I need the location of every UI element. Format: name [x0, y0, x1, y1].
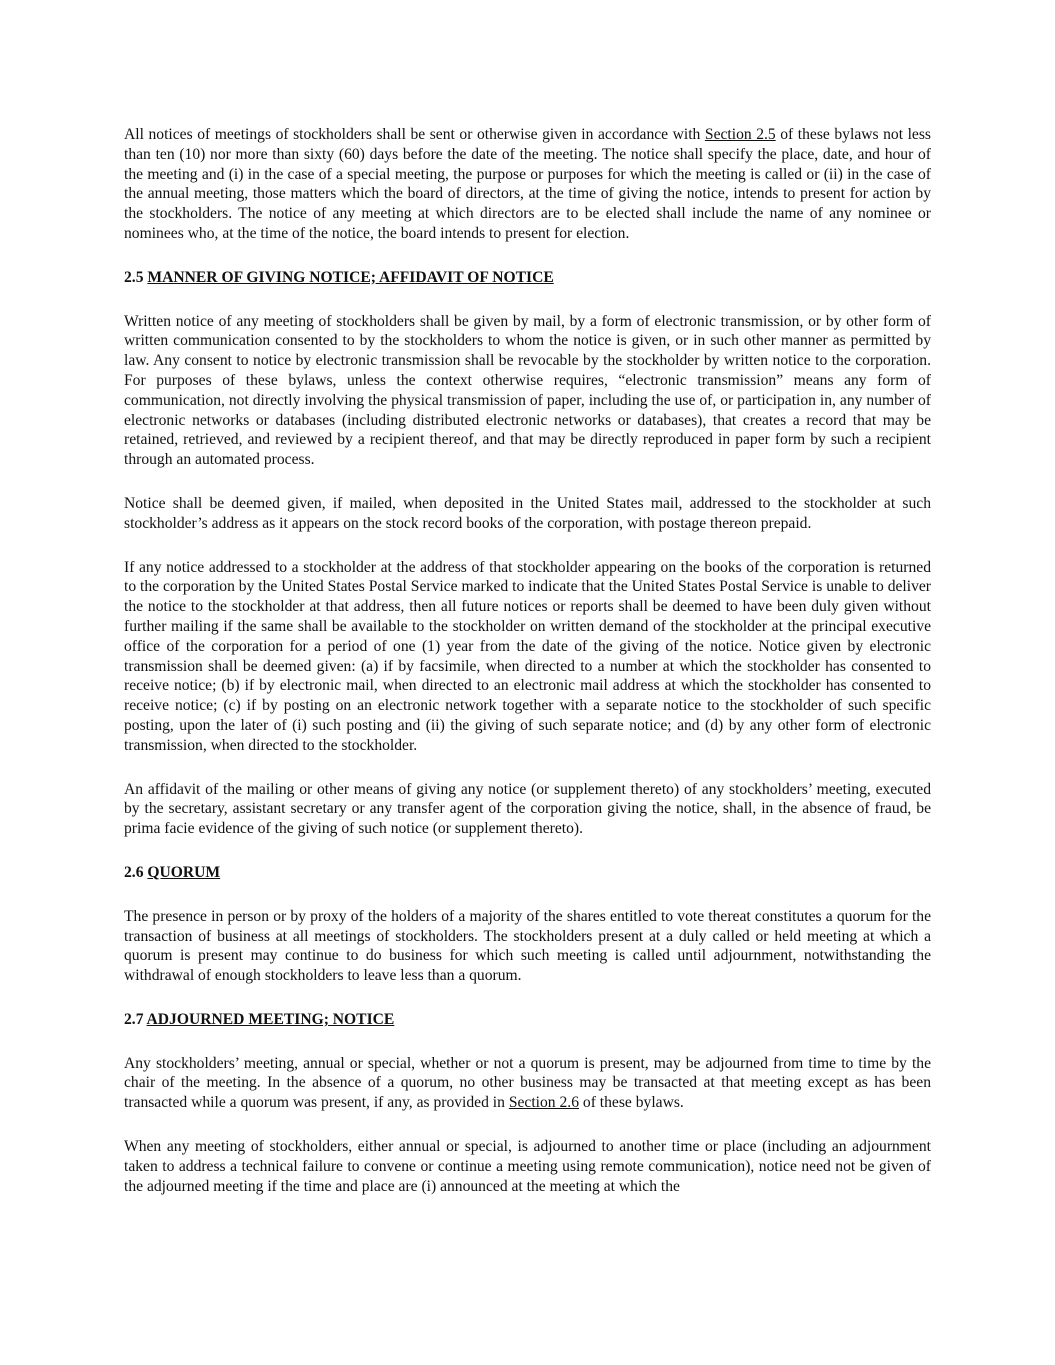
section-title: MANNER OF GIVING NOTICE; AFFIDAVIT OF NOTICE [147, 268, 554, 286]
written-notice-paragraph: Written notice of any meeting of stockholders shall be given by mail, by a form of electronic transmission, or by other form of written communication consented to by the stockholders to whom the notice is given, or in such other manner as permitted by law. Any consent to notice by electronic transmission shall be revocable by the stockholder by written notice to the corporation. For purposes of these bylaws, unless the context otherwise requires, “electronic transmission” means any form of communication, not directly involving the physical transmission of paper, including the use of, or participation in, any number of electronic networks or databases (including distributed electronic networks or databases), that creates a record that may be retained, retrieved, and reviewed by a recipient thereof, and that may be directly reproduced in paper form by such a recipient through an automated process. [124, 312, 931, 469]
section-2-7-heading [124, 1010, 931, 1030]
section-number: 2.7 [124, 1010, 147, 1028]
adjourned-notice-paragraph: When any meeting of stockholders, either annual or special, is adjourned to another time or place (including an adjournment taken to address a technical failure to convene or continue a meeting using remote communication), notice need not be given of the adjourned meeting if the time and place are (i) announced at the meeting at which the [124, 1138, 931, 1195]
section-title: QUORUM [147, 863, 221, 881]
mailed-notice-paragraph: Notice shall be deemed given, if mailed, when deposited in the United States mail, addressed to the stockholder at such stockholder’s address as it appears on the stock record books of the corporation, with postage thereon prepaid. [124, 494, 931, 532]
quorum-paragraph: The presence in person or by proxy of the holders of a majority of the shares entitled to vote thereat constitutes a quorum for the transaction of business at all meetings of stockholders. The stockholders present at a duly called or held meeting at which a quorum is present may continue to do business for which such meeting is called until adjournment, notwithstanding the withdrawal of enough stockholders to leave less than a quorum. [124, 907, 931, 985]
notice-timing-paragraph [124, 125, 931, 244]
section-number: 2.6 [124, 863, 148, 881]
document-page [124, 125, 931, 1196]
section-2-5-heading [124, 268, 931, 288]
paragraph-text: of these bylaws. [579, 1094, 684, 1112]
section-2-6-heading [124, 863, 931, 883]
section-2-5-reference: Section 2.5 [704, 126, 776, 143]
paragraph-text: All notices of meetings of stockholders shall be sent or otherwise given in accordance with [124, 126, 705, 143]
returned-notice-paragraph: If any notice addressed to a stockholder at the address of that stockholder appearing on the books of the corporation is returned to the corporation by the United States Postal Service marked to indicate that the United States Postal Service is unable to deliver the notice to the stockholder at that address, then all future notices or reports shall be deemed to have been duly given without further mailing if the same shall be available to the stockholder on written demand of the stockholder at the principal executive office of the corporation for a period of one (1) year from the date of the giving of the notice. Notice given by electronic transmission shall be deemed given: (a) if by facsimile, when directed to a number at which the stockholder has consented to receive notice; (b) if by electronic mail, when directed to an electronic mail address at which the stockholder has consented to receive notice; (c) if by posting on an electronic network together with a separate notice to the stockholder of such specific posting, upon the later of (i) such posting and (ii) the giving of such separate notice; and (d) by any other form of electronic transmission, when directed to the stockholder. [124, 558, 931, 754]
paragraph-text: of these bylaws not less than ten (10) nor more than sixty (60) days before the date of the meeting. The notice shall specify the place, date, and hour of the meeting and (i) in the case of a special meeting, the purpose or purposes for which the meeting is called or (ii) in the case of the annual meeting, those matters which the board of directors, at the time of giving the notice, intends to present for action by the stockholders. The notice of any meeting at which directors are to be elected shall include the name of any nominee or nominees who, at the time of the notice, the board intends to present for election. [124, 126, 931, 242]
paragraph-text: Any stockholders’ meeting, annual or special, whether or not a quorum is present, may be adjourned from time to time by the chair of the meeting. In the absence of a quorum, no other business may be transacted at that meeting except as has been transacted while a quorum was present, if any, as provided in [124, 1054, 931, 1112]
section-2-6-reference: Section 2.6 [508, 1094, 579, 1112]
section-title: ADJOURNED MEETING; NOTICE [146, 1010, 395, 1028]
section-number: 2.5 [124, 268, 148, 286]
adjournment-paragraph [124, 1054, 931, 1113]
affidavit-paragraph: An affidavit of the mailing or other means of giving any notice (or supplement thereto) of any stockholders’ meeting, executed by the secretary, assistant secretary or any transfer agent of the corporation giving the notice, shall, in the absence of fraud, be prima facie evidence of the giving of such notice (or supplement thereto). [124, 780, 931, 838]
